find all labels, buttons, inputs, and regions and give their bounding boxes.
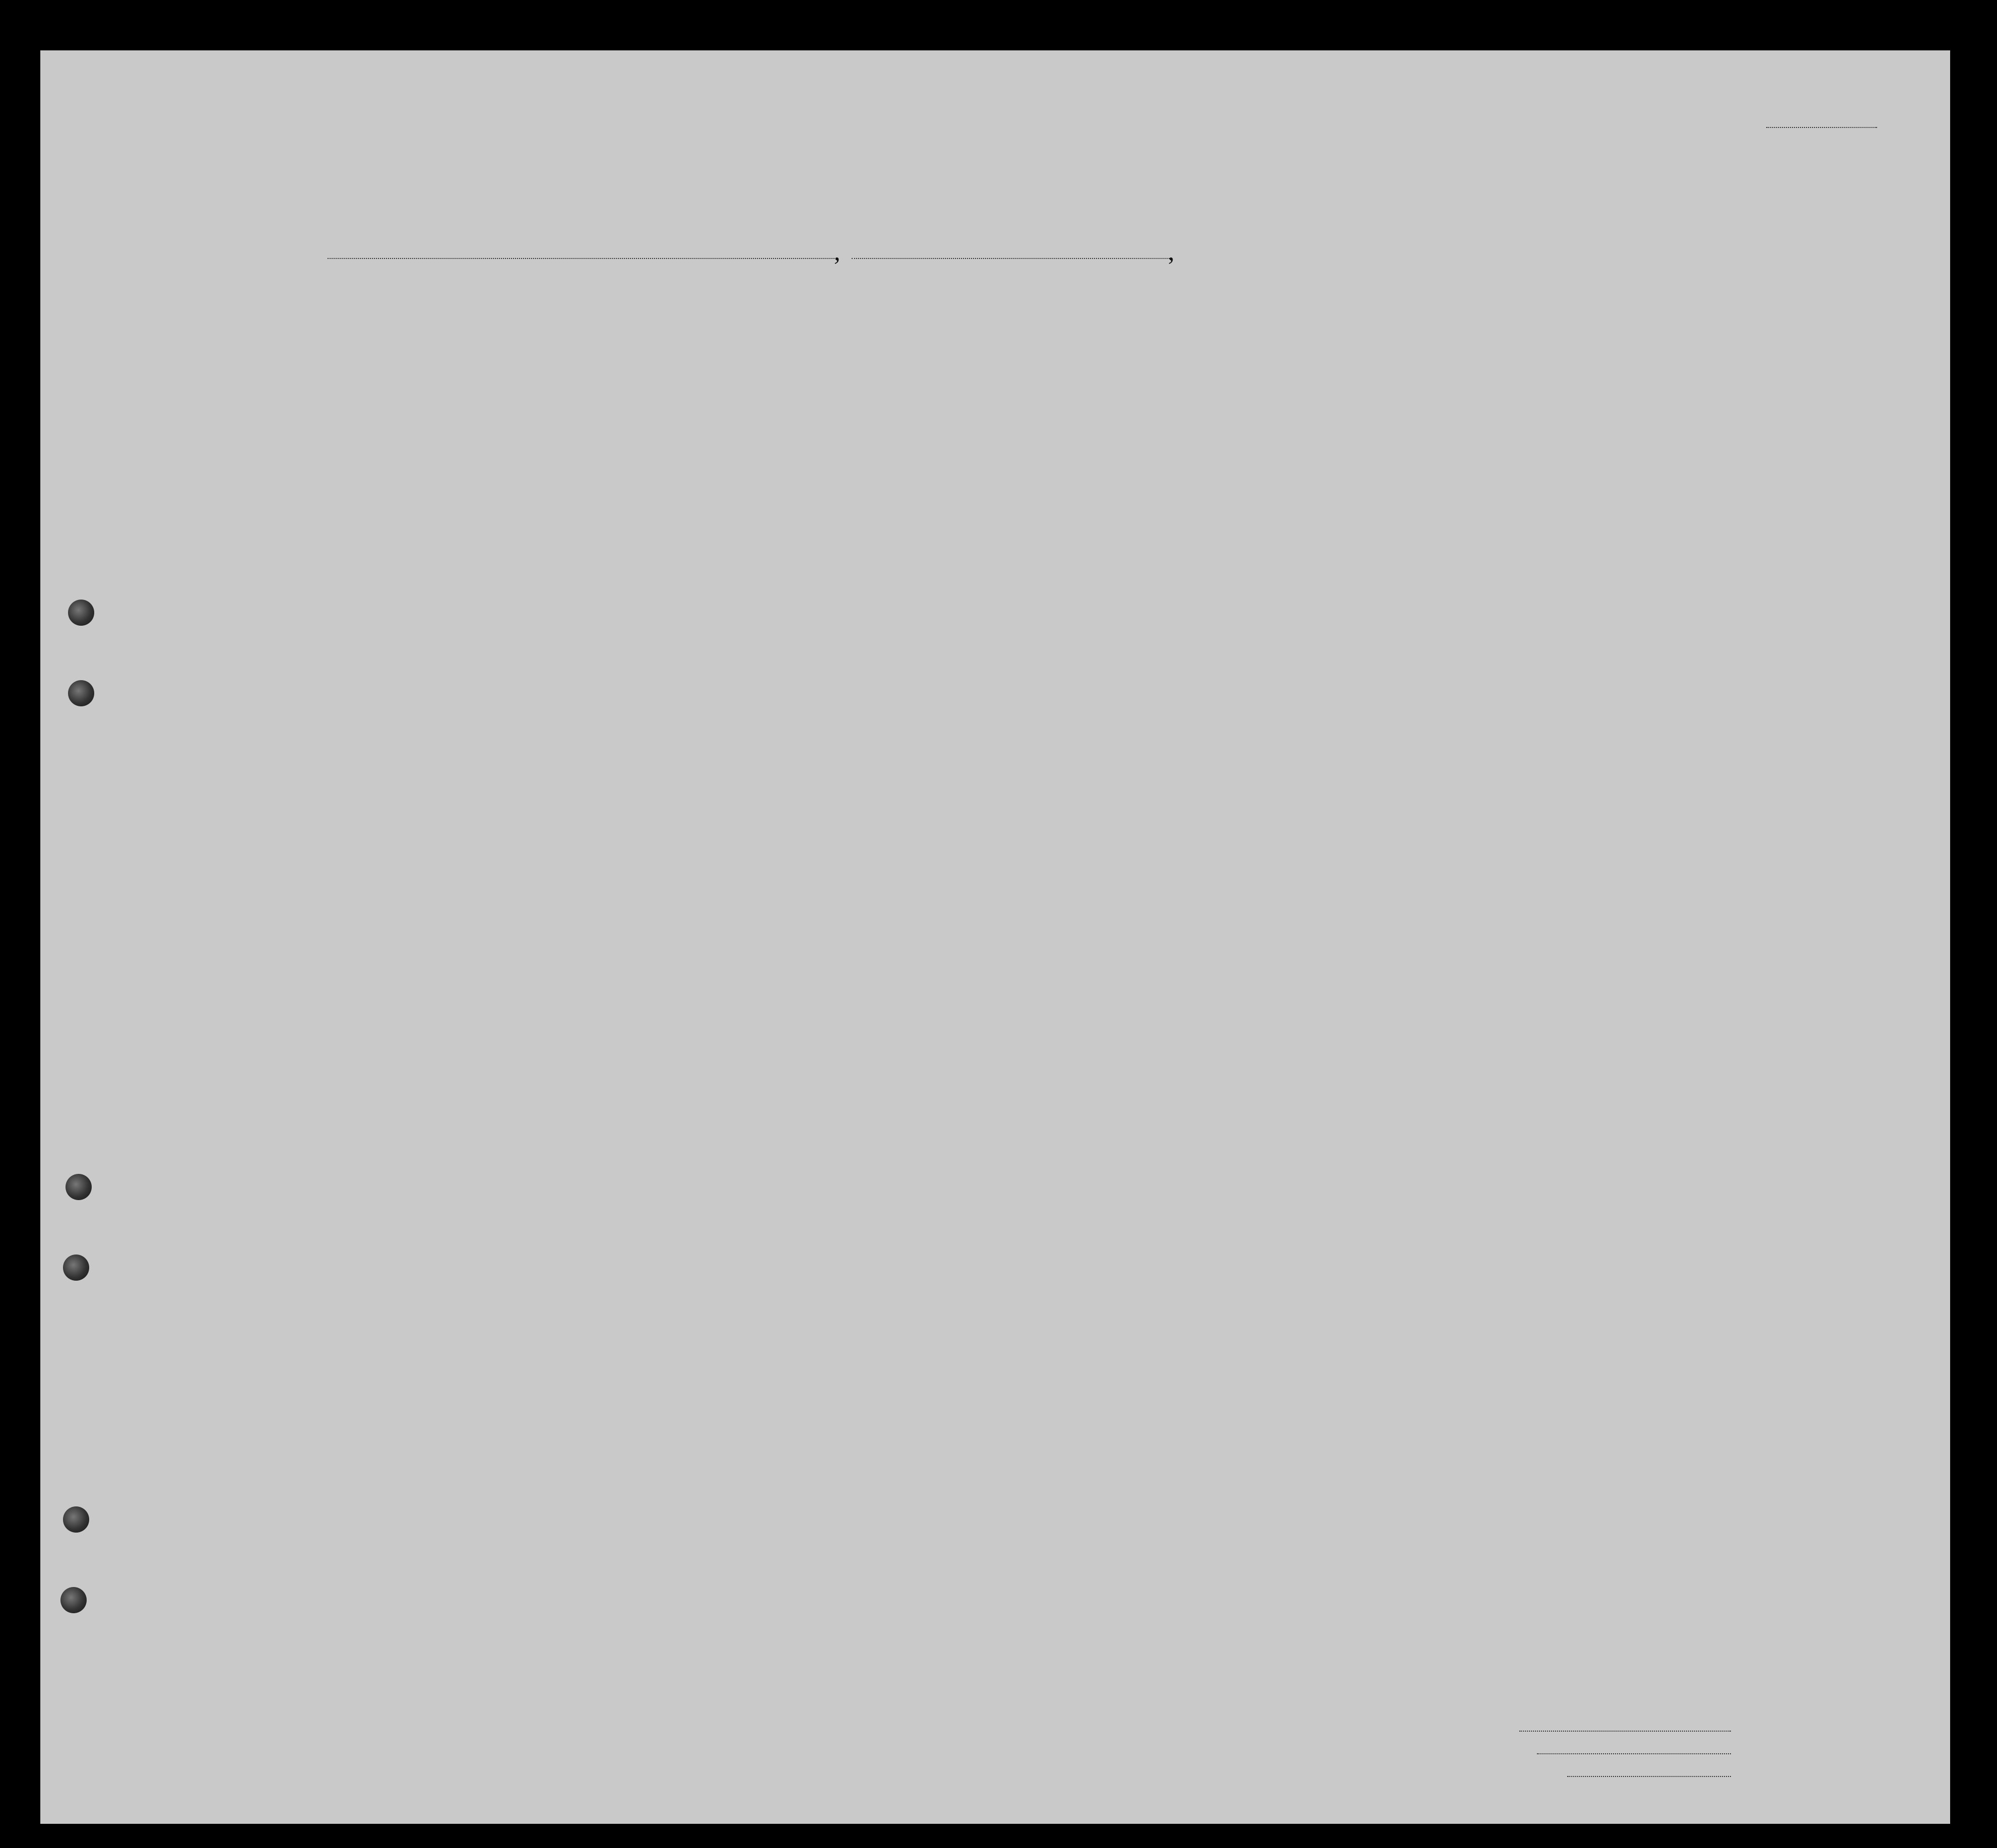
comma: , [834,237,841,266]
owners-field [1537,1753,1731,1754]
line-field [1519,1731,1731,1732]
agents-field [1567,1776,1731,1777]
comma: , [1168,237,1175,266]
